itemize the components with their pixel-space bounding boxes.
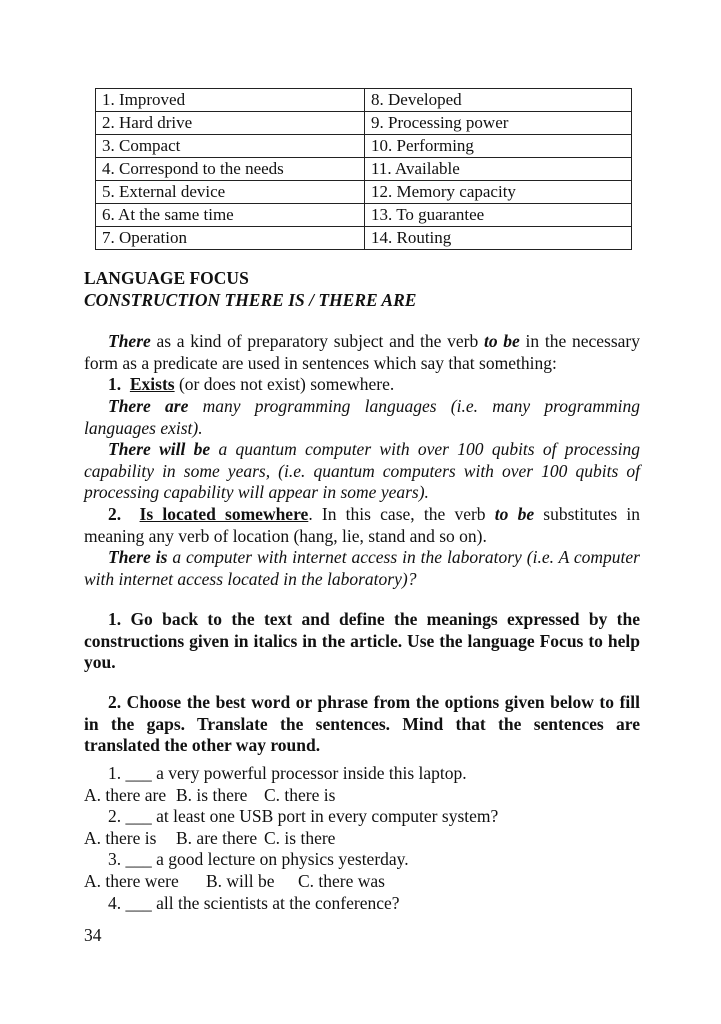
table-cell: 3. Compact [96, 135, 365, 158]
option-b: B. are there [176, 827, 258, 848]
vocabulary-table [95, 88, 632, 250]
table-row [96, 89, 632, 112]
emphasis-to-be: to be [483, 331, 520, 351]
example-1 [84, 396, 640, 439]
exercise-options [84, 871, 640, 893]
option-a: A. there is [84, 827, 157, 848]
emphasis-there: There [108, 331, 151, 351]
example-lead: There is [108, 547, 168, 567]
exercise-question: 2. ___ at least one USB port in every computer system? [108, 806, 499, 827]
table-cell: 12. Memory capacity [365, 181, 632, 204]
table-cell: 2. Hard drive [96, 112, 365, 135]
table-cell: 4. Correspond to the needs [96, 158, 365, 181]
table-row [96, 181, 632, 204]
text-run: in the necessary form as a predicate are used in sentences which say that something: [84, 331, 640, 373]
text-run: (or does not exist) somewhere. [174, 374, 395, 394]
example-3 [84, 547, 640, 590]
option-c: C. there is [264, 784, 336, 805]
exercise-question: 3. ___ a good lecture on physics yesterday. [108, 849, 409, 870]
table-cell: 14. Routing [365, 227, 632, 250]
text-run: many programming languages (i.e. many programming languages exist). [84, 396, 640, 438]
option-c: C. there was [298, 870, 385, 891]
table-row [96, 227, 632, 250]
point-term: Is located somewhere [139, 504, 309, 524]
option-c: C. is there [264, 827, 336, 848]
example-2 [84, 439, 640, 504]
exercise-options [84, 828, 640, 850]
example-lead: There are [108, 396, 189, 416]
point-2 [84, 504, 640, 547]
table-cell: 10. Performing [365, 135, 632, 158]
table-row [96, 158, 632, 181]
point-number: 2. [108, 504, 122, 524]
table-cell: 7. Operation [96, 227, 365, 250]
exercise-question: 1. ___ a very powerful processor inside this laptop. [108, 763, 467, 783]
option-b: B. will be [206, 870, 275, 891]
intro-paragraph [84, 331, 640, 374]
language-focus-section [84, 268, 640, 311]
table-row [96, 204, 632, 227]
option-a: A. there are [84, 784, 167, 805]
exercise-question: 4. ___ all the scientists at the conference? [108, 892, 400, 913]
table-cell: 13. To guarantee [365, 204, 632, 227]
table-row [96, 112, 632, 135]
text-run: substitutes in meaning any verb of location (hang, lie, stand and so on). [84, 504, 641, 546]
text-run: a computer with internet access in the laboratory (i.e. A computer with internet access located in the laboratory)? [84, 547, 640, 589]
page-number: 34 [84, 925, 102, 945]
table-cell: 6. At the same time [96, 204, 365, 227]
section-heading: LANGUAGE FOCUS [84, 268, 249, 288]
emphasis-to-be: to be [494, 504, 535, 524]
table-cell: 9. Processing power [365, 112, 632, 135]
table-cell: 8. Developed [365, 89, 632, 112]
point-number: 1. [108, 374, 122, 394]
table-cell: 1. Improved [96, 89, 365, 112]
example-lead: There will be [108, 439, 211, 459]
exercise-options [84, 785, 640, 807]
table-row [96, 135, 632, 158]
task-1-instruction: 1. Go back to the text and define the meanings expressed by the constructions given in italics in the article. Use the language Focus to help you. [84, 609, 640, 673]
option-a: A. there were [84, 870, 179, 891]
point-1 [84, 374, 664, 396]
text-run: as a kind of preparatory subject and the verb [150, 331, 484, 351]
task-2-instruction: 2. Choose the best word or phrase from the options given below to fill in the gaps. Translate the sentences. Mind that the sentences are translated the other way round. [84, 692, 640, 756]
point-term: Exists [129, 374, 175, 394]
exercise-list [84, 763, 640, 914]
text-run: . In this case, the verb [308, 504, 495, 524]
table-cell: 11. Available [365, 158, 632, 181]
section-subheading: CONSTRUCTION THERE IS / THERE ARE [84, 289, 417, 310]
table-cell: 5. External device [96, 181, 365, 204]
option-b: B. is there [176, 784, 248, 805]
text-run: a quantum computer with over 100 qubits of processing capability in some years, (i.e. quantum computers with over 100 qubits of processing capability will appear in some years). [84, 439, 640, 503]
